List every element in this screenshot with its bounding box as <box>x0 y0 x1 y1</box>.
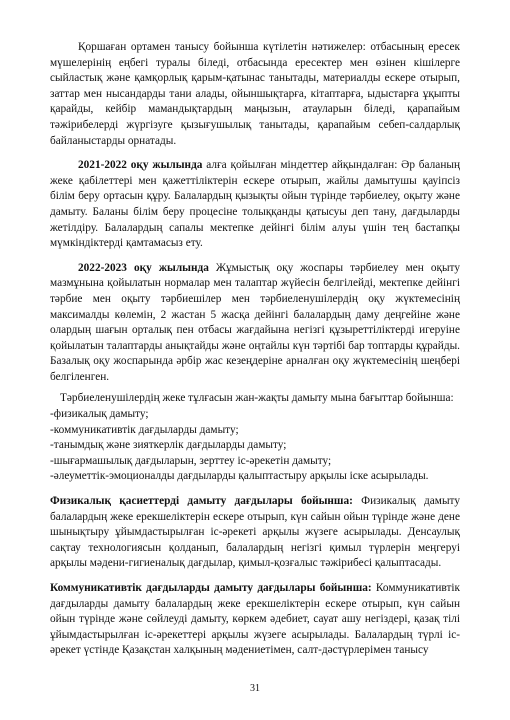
list-item: -физикалық дамыту; <box>50 408 149 421</box>
paragraph-physical-development <box>50 494 460 572</box>
list-item: -әлеуметтік-эмоционалды дағдыларды қалыптастыру арқылы іске асырылады. <box>50 470 429 483</box>
list-item: -шығармашылық дағдыларын, зерттеу іс-әрекетін дамыту; <box>50 454 332 467</box>
paragraph-communication-skills <box>50 581 460 659</box>
paragraph-expected-results: Қоршаған ортамен танысу бойынша күтілетін нәтижелер: отбасының ересек мүшелерінің еңбегі туралы біледі, отбасында ересектер мен өзінен кішілерге сыйластық және қамқорлық қарым-қатынас танытады, материалды ескере отырып, заттар мен нысандарды тани алады, ойыншықтарға, кітаптарға, ыдыстарға ұқыпты қарайды, кейбір мамандықтардың маңызын, атауларын біледі, қарапайым тәжірибелерді жүргізуге қызығушылық танытады, қарапайым себеп-салдарлық байланыстарды орнатады. <box>50 41 460 147</box>
list-item: -коммуникативтік дағдыларды дамыту; <box>50 423 239 436</box>
list-intro: Тәрбиеленушілердің жеке тұлғасын жан-жақты дамыту мына бағыттар бойынша: <box>60 392 454 405</box>
paragraph-2021-2022 <box>50 158 460 252</box>
page-number: 31 <box>250 683 260 694</box>
list-item: -танымдық және зияткерлік дағдыларды дамыту; <box>50 439 287 452</box>
paragraph-2021-2022-text: алға қойылған міндеттер айқындалған: Әр баланың жеке қабілеттері мен қажеттіліктерін ескере отырып, жайлы дамытушы қауіпсіз білім беру ортасын құру. Балалардың қызықты ойын түрінде тәрбиелеу, оқыту және дамыту. Баланы білім беру процесіне толыққанды қатысуы деп тану, дағдыларды жетілдіру. Балалардың сапалы мектепке дейінгі білім алуы үшін тең бастапқы мүмкіндіктерді қамтамасыз ету. <box>50 159 460 250</box>
paragraph-2022-2023 <box>50 261 460 386</box>
paragraph-communication-lead: Коммуникативтік дағдыларды дамыту дағдылары бойынша: <box>50 582 372 594</box>
development-directions-list <box>50 407 460 485</box>
paragraph-2021-2022-lead: 2021-2022 оқу жылында <box>78 159 203 172</box>
paragraph-2022-2023-lead: 2022-2023 оқу жылында <box>78 261 209 274</box>
paragraph-physical-lead: Физикалық қасиеттерді дамыту дағдылары бойынша: <box>50 495 353 508</box>
paragraph-physical-text: Физикалық дамыту балалардың жеке ерекшеліктерін ескере отырып, күн сайын ойын түрінде және дене шынықтыру ұйымдастырылған іс-әрекеті арқылы жүзеге асырылады. Денсаулық сақтау технологиясын қолданып, балалардың негізгі қимыл түрлерін меңгеруі арқылы мәдени-гигиеналық дағдылар, қимыл-қозғалыс тәжірибесі қалыптасады. <box>50 495 460 570</box>
paragraph-communication-text: Коммуникативтік дағдыларды дамыту балалардың жеке ерекшеліктерін ескере отырып, күн сайын ойын түрінде және сөйлеуді дамыту, көркем әдебиет, сауат ашу негіздері, қазақ тілі ұйымдастырылған іс-әрекеттері арқылы жүзеге асырылады. Балалардың түрлі іс-әрекет үстінде Қазақстан халқының мәдениетімен, салт-дәстүрлерімен танысу <box>50 582 461 657</box>
paragraph-2022-2023-text: Жұмыстық оқу жоспары тәрбиелеу мен оқыту мазмұнына қойылатын нормалар мен талаптар жүйесін белгілейді, мектепке дейінгі тәрбие мен оқыту тәрбиешілер мен тәрбиеленушілердің оқу жүктемесінің максималды көлемін, 2 жастан 5 жасқа дейінгі балалардың даму деңгейіне және олардың шағын орталық пен отбасы жағдайына негізгі құзыреттіліктерді игеруіне қойылатын талаптарды анықтайды және оңтайлы күн тәртібі бар топтарды құрайды. Базалық оқу жоспарында әрбір жас кезеңдеріне арналған оқу жүктемесінің шеңбері белгіленген. <box>50 261 460 383</box>
